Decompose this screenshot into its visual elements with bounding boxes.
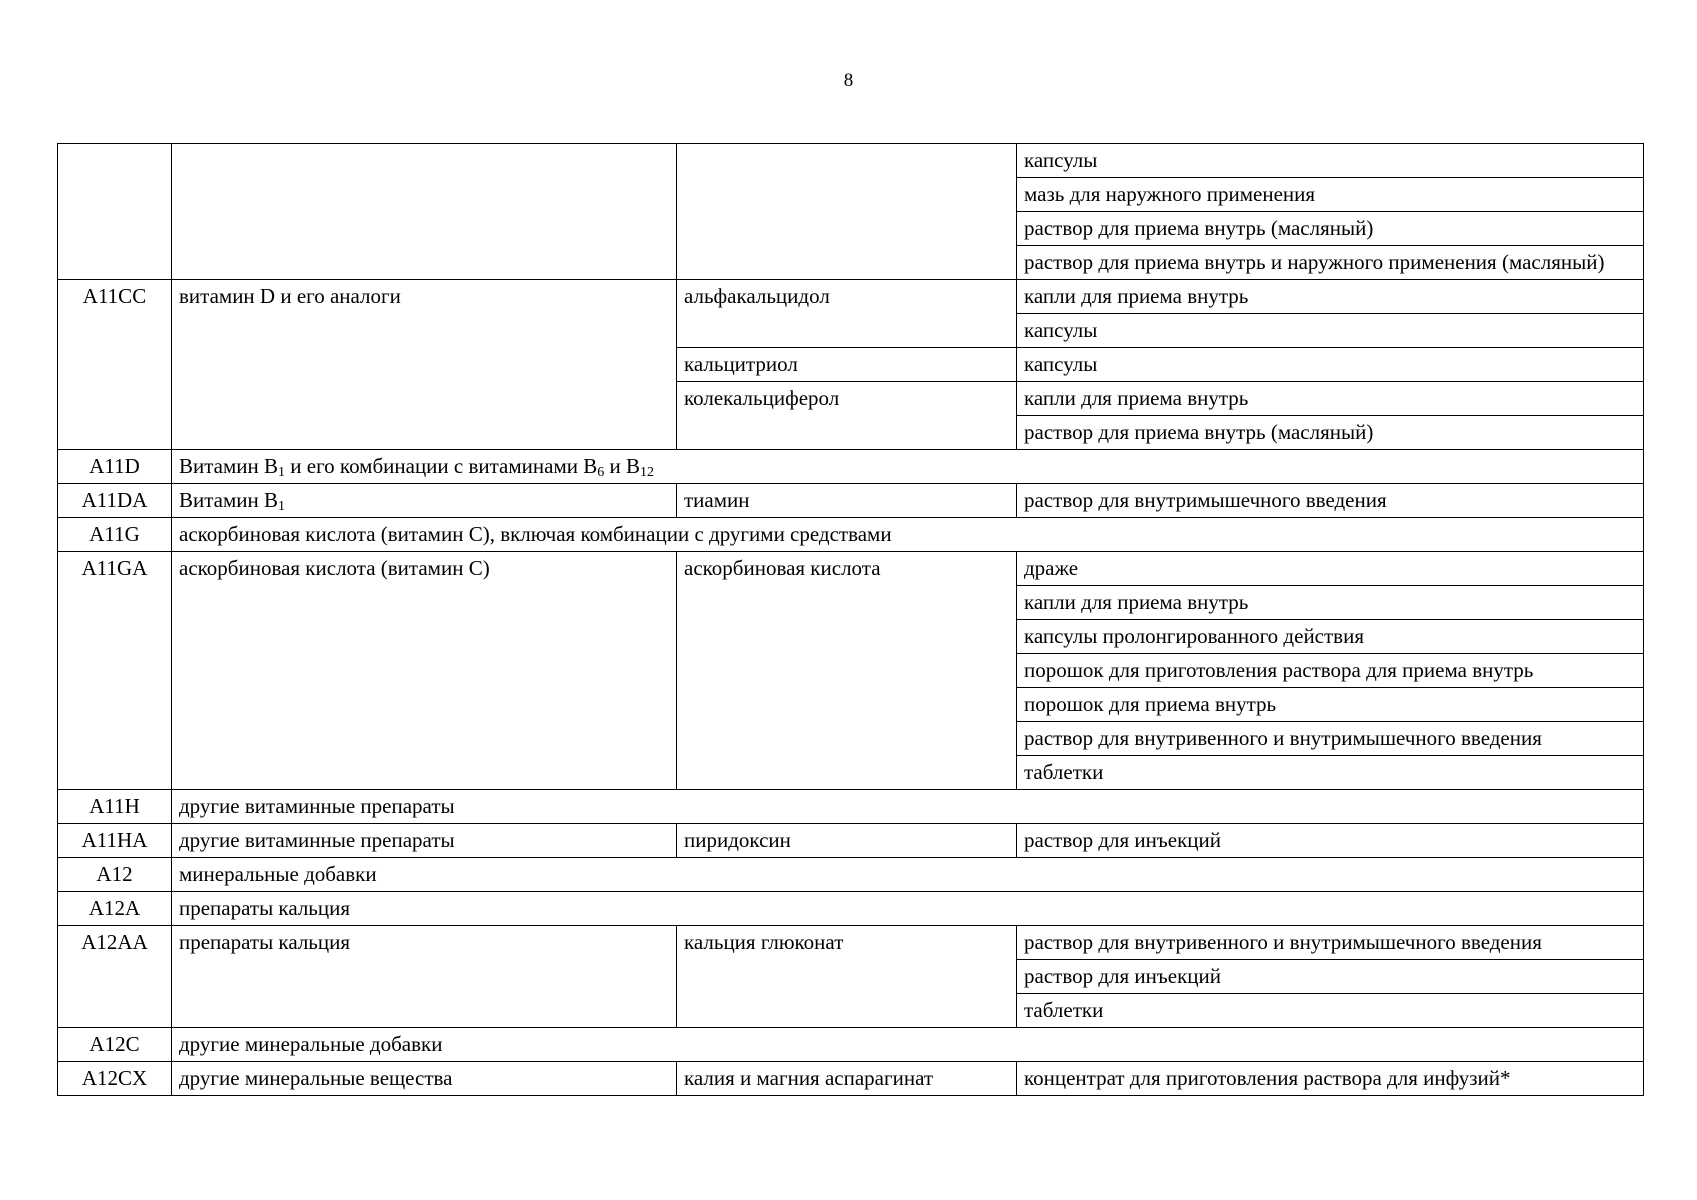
group-cell: другие витаминные препараты <box>172 824 677 858</box>
dosage-form-cell: раствор для внутривенного и внутримышечного введения <box>1017 722 1644 756</box>
dosage-form-cell: таблетки <box>1017 756 1644 790</box>
dosage-form-cell: капсулы <box>1017 348 1644 382</box>
atc-code-cell: A11D <box>58 450 172 484</box>
atc-code-cell: A11H <box>58 790 172 824</box>
group-cell: другие минеральные вещества <box>172 1062 677 1096</box>
heading-cell: другие минеральные добавки <box>172 1028 1644 1062</box>
group-cell: витамин D и его аналоги <box>172 280 677 450</box>
atc-code-cell <box>58 144 172 280</box>
atc-code-cell: A11G <box>58 518 172 552</box>
dosage-form-cell: порошок для приготовления раствора для приема внутрь <box>1017 654 1644 688</box>
atc-code-cell: A12AA <box>58 926 172 1028</box>
table-row <box>58 1028 1644 1062</box>
table-row <box>58 1062 1644 1096</box>
substance-cell: колекальциферол <box>677 382 1017 450</box>
dosage-form-cell: порошок для приема внутрь <box>1017 688 1644 722</box>
dosage-form-cell: раствор для внутримышечного введения <box>1017 484 1644 518</box>
table-row <box>58 450 1644 484</box>
table-row <box>58 552 1644 586</box>
atc-code-cell: A11GA <box>58 552 172 790</box>
dosage-form-cell: концентрат для приготовления раствора для инфузий* <box>1017 1062 1644 1096</box>
substance-cell: пиридоксин <box>677 824 1017 858</box>
dosage-form-cell: раствор для внутривенного и внутримышечного введения <box>1017 926 1644 960</box>
heading-cell: минеральные добавки <box>172 858 1644 892</box>
atc-code-cell: A12CX <box>58 1062 172 1096</box>
atc-code-cell: A12A <box>58 892 172 926</box>
table-row <box>58 858 1644 892</box>
table-row <box>58 926 1644 960</box>
table-row <box>58 280 1644 314</box>
dosage-form-cell: капсулы <box>1017 314 1644 348</box>
dosage-form-cell: мазь для наружного применения <box>1017 178 1644 212</box>
dosage-form-cell: капли для приема внутрь <box>1017 280 1644 314</box>
dosage-form-cell: таблетки <box>1017 994 1644 1028</box>
dosage-form-cell: капли для приема внутрь <box>1017 586 1644 620</box>
heading-cell: аскорбиновая кислота (витамин С), включая комбинации с другими средствами <box>172 518 1644 552</box>
atc-code-cell: A11HA <box>58 824 172 858</box>
group-cell <box>172 144 677 280</box>
substance-cell: кальция глюконат <box>677 926 1017 1028</box>
dosage-form-cell: раствор для приема внутрь (масляный) <box>1017 212 1644 246</box>
dosage-form-cell: раствор для приема внутрь (масляный) <box>1017 416 1644 450</box>
page-number: 8 <box>843 70 854 91</box>
atc-code-cell: A11DA <box>58 484 172 518</box>
table-row <box>58 892 1644 926</box>
dosage-form-cell: капсулы пролонгированного действия <box>1017 620 1644 654</box>
substance-cell: тиамин <box>677 484 1017 518</box>
dosage-form-cell: раствор для инъекций <box>1017 960 1644 994</box>
atc-code-cell: A12 <box>58 858 172 892</box>
heading-cell: Витамин $B_1$ и его комбинации с витаминами $B_6$ и $B_{12}$ <box>172 450 1644 484</box>
drug-table <box>57 143 1644 1096</box>
heading-cell: препараты кальция <box>172 892 1644 926</box>
substance-cell: альфакальцидол <box>677 280 1017 348</box>
dosage-form-cell: раствор для приема внутрь и наружного применения (масляный) <box>1017 246 1644 280</box>
table-row <box>58 790 1644 824</box>
group-cell: аскорбиновая кислота (витамин С) <box>172 552 677 790</box>
substance-cell: кальцитриол <box>677 348 1017 382</box>
group-cell: Витамин $B_1$ <box>172 484 677 518</box>
dosage-form-cell: драже <box>1017 552 1644 586</box>
substance-cell: калия и магния аспарагинат <box>677 1062 1017 1096</box>
group-cell: препараты кальция <box>172 926 677 1028</box>
dosage-form-cell: раствор для инъекций <box>1017 824 1644 858</box>
table-row <box>58 484 1644 518</box>
heading-cell: другие витаминные препараты <box>172 790 1644 824</box>
dosage-form-cell: капсулы <box>1017 144 1644 178</box>
table-row <box>58 518 1644 552</box>
dosage-form-cell: капли для приема внутрь <box>1017 382 1644 416</box>
atc-code-cell: A11CC <box>58 280 172 450</box>
substance-cell: аскорбиновая кислота <box>677 552 1017 790</box>
table-row <box>58 824 1644 858</box>
table-row <box>58 144 1644 178</box>
substance-cell <box>677 144 1017 280</box>
atc-code-cell: A12C <box>58 1028 172 1062</box>
